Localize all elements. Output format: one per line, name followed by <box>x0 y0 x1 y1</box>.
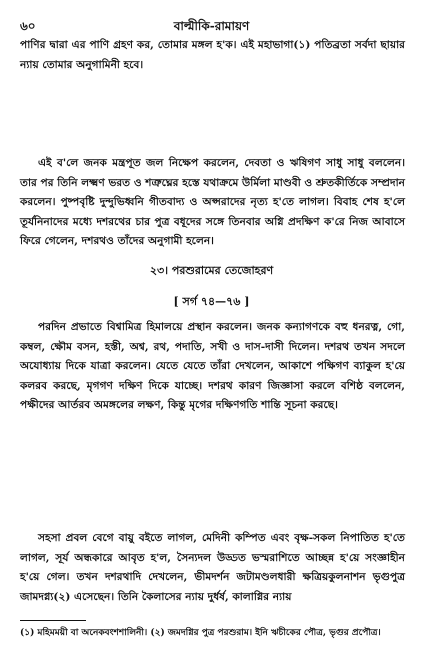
footnote: (১) মহিমময়ী বা অনেকবংশশালিনী। (২) জমদগ্নির পুত্র পরশুরাম। ইনি ঋচীকের পৌত্র, ভৃগুর প্রপৌত্র। <box>20 628 381 638</box>
paragraph: এই ব'লে জনক মন্ত্রপূত জল নিক্ষেপ করলেন, দেবতা ও ঋষিগণ সাধু সাধু বললেন। তার পর তিনি লক্ষ্মণ ভরত ও শত্রুঘ্নের হস্তে যথাক্রমে উর্মিলা মাণ্ডবী ও শ্রুতকীর্তিকে সম্প্রদান করলেন। পুষ্পবৃষ্টি দুন্দুভিধ্বনি গীতবাদ্য ও অপ্সরাদের নৃত্য হ'তে লাগল। বিবাহ শেষ হ'লে তূর্যনিনাদের মধ্যে দশরথের চার পুত্র বধূদের সঙ্গে তিনবার অগ্নি প্রদক্ষিণ ক'রে নিজ আবাসে ফিরে গেলেন, দশরথও তাঁদের অনুগামী হলেন। <box>20 157 405 248</box>
page-number: ৬০ <box>20 19 36 33</box>
page-header <box>20 18 403 36</box>
paragraph-block <box>20 154 405 252</box>
footnotes <box>20 626 405 640</box>
paragraph: পাণির দ্বারা এর পাণি গ্রহণ কর, তোমার মঙ্গল হ'ক। এই মহাভাগা(১) পতিব্রতা সর্বদা ছায়ার ন্যায় তোমার অনুগামিনী হবে। <box>20 39 405 71</box>
sarga-reference: [ সর্গ ৭৪—৭৬ ] <box>173 295 250 308</box>
paragraph-block <box>20 529 405 607</box>
paragraph: পরদিন প্রভাতে বিশ্বামিত্র হিমালয়ে প্রস্থান করলেন। জনক কন্যাগণকে বহু ধনরত্ন, গো, কম্বল, ক্ষৌম বসন, হস্তী, অশ্ব, রথ, পদাতি, সখী ও দাস-দাসী দিলেন। দশরথ তখন সদলে অযোধ্যায় দিকে যাত্রা করলেন। যেতে যেতে তাঁরা দেখলেন, আকাশে পক্ষিগণ ব্যাকুল হ'য়ে কলরব করছে, মৃগগণ দক্ষিণ দিকে যাচ্ছে। দশরথ কারণ জিজ্ঞাসা করলে বশিষ্ঠ বললেন, পক্ষীদের আর্তরব অমঙ্গলের লক্ষণ, কিন্তু মৃগের দক্ষিণগতি শান্তি সূচনা করছে। <box>20 321 405 412</box>
paragraph-block <box>20 318 405 416</box>
section-heading: ২৩। পরশুরামের তেজোহরণ <box>149 264 274 277</box>
paragraph-continued <box>20 36 405 75</box>
paragraph: সহসা প্রবল বেগে বায়ু বইতে লাগল, মেদিনী কম্পিত এবং বৃক্ষ-সকল নিপাতিত হ'তে লাগল, সূর্য অন্ধকারে আবৃত হ'ল, সৈন্যদল উড্ডত ভস্মরাশিতে আচ্ছন্ন হ'য়ে সংজ্ঞাহীন হ'য়ে গেল। তখন দশরথাদি দেখলেন, ভীমদর্শন জটামণ্ডলধারী ক্ষত্রিয়কুলনাশন ভৃগুপুত্র জামদগ্ন্য(২) এসেছেন। তিনি কৈলাসের ন্যায় দুর্ধর্ষ, কালাগ্নির ন্যায় <box>20 532 405 603</box>
footnote-divider <box>20 620 86 621</box>
running-title: বাল্মীকি-রামায়ণ <box>173 19 250 33</box>
